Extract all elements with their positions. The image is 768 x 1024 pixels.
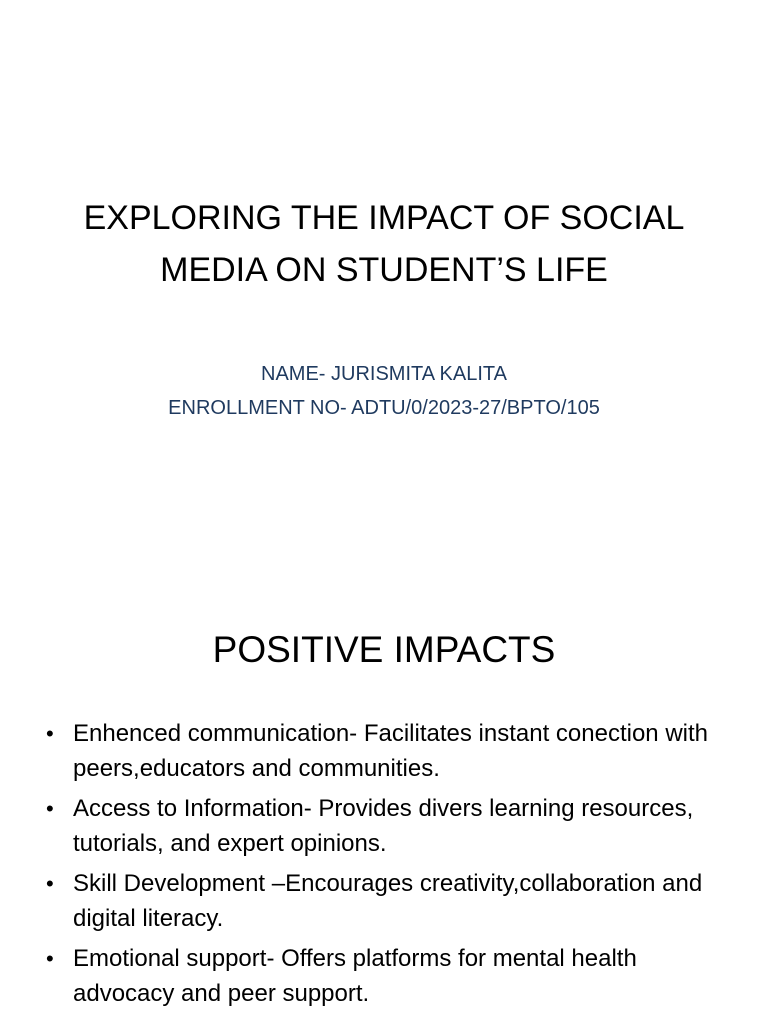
positive-impacts-slide	[0, 576, 768, 1024]
bullet-text: Enhenced communication- Facilitates instant conection with peers,educators and communities.	[73, 720, 708, 782]
bullet-text: Access to Information- Provides divers learning resources, tutorials, and expert opinions.	[73, 795, 694, 857]
bullet-dot-icon: •	[46, 871, 54, 896]
bullet-item	[42, 716, 732, 786]
bullet-dot-icon: •	[46, 796, 54, 821]
bullet-item	[42, 866, 732, 936]
title-line: EXPLORING THE IMPACT OF SOCIAL	[83, 199, 685, 237]
bullet-text: Emotional support- Offers platforms for mental health advocacy and peer support.	[73, 945, 637, 1007]
author-info	[60, 357, 708, 425]
bullet-item	[42, 941, 732, 1011]
enrollment-number: ENROLLMENT NO- ADTU/0/2023-27/BPTO/105	[168, 397, 600, 419]
author-name: NAME- JURISMITA KALITA	[261, 363, 507, 385]
bullet-list	[42, 716, 732, 1016]
bullet-dot-icon: •	[46, 946, 54, 971]
bullet-item	[42, 791, 732, 861]
bullet-text: Skill Development –Encourages creativity,collaboration and digital literacy.	[73, 870, 703, 932]
title-line: MEDIA ON STUDENT’S LIFE	[160, 251, 608, 289]
presentation-title	[40, 192, 728, 296]
slide-title: POSITIVE IMPACTS	[212, 629, 556, 670]
bullet-dot-icon: •	[46, 721, 54, 746]
